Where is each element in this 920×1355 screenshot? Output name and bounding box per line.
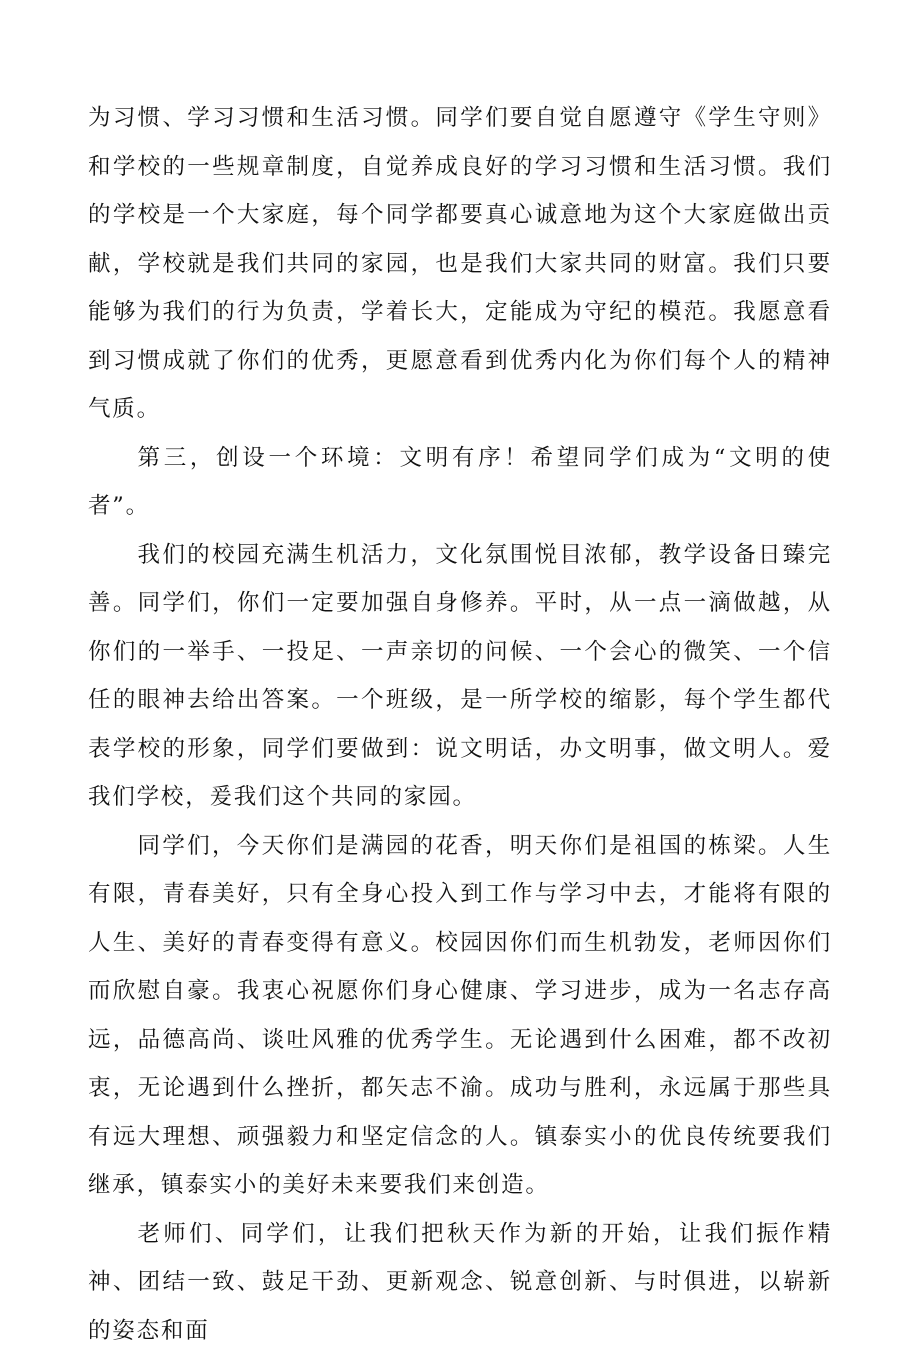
- paragraph-3: 我们的校园充满生机活力，文化氛围悦目浓郁，教学设备日臻完善。同学们，你们一定要加强自身修养。平时，从一点一滴做越，从你们的一举手、一投足、一声亲切的问候、一个会心的微笑、一个信任的眼神去给出答案。一个班级，是一所学校的缩影，每个学生都代表学校的形象，同学们要做到：说文明话，办文明事，做文明人。爱我们学校，爰我们这个共同的家园。: [88, 531, 832, 822]
- paragraph-4: 同学们，今天你们是满园的花香，明天你们是祖国的栋梁。人生有限，青春美好，只有全身心投入到工作与学习中去，才能将有限的人生、美好的青春变得有意义。校园因你们而生机勃发，老师因你们而欣慰自豪。我衷心祝愿你们身心健康、学习进步，成为一名志存高远，品德高尚、谈吐风雅的优秀学生。无论遇到什么困难，都不改初衷，无论遇到什么挫折，都矢志不渝。成功与胜利，永远属于那些具有远大理想、顽强毅力和坚定信念的人。镇泰实小的优良传统要我们继承，镇泰实小的美好未来要我们来创造。: [88, 822, 832, 1210]
- paragraph-1: 为习惯、学习习惯和生活习惯。同学们要自觉自愿遵守《学生守则》和学校的一些规章制度，自觉养成良好的学习习惯和生活习惯。我们的学校是一个大家庭，每个同学都要真心诚意地为这个大家庭做出贡献，学校就是我们共同的家园，也是我们大家共同的财富。我们只要能够为我们的行为负责，学着长大，定能成为守纪的模范。我愿意看到习惯成就了你们的优秀，更愿意看到优秀内化为你们每个人的精神气质。: [88, 94, 832, 434]
- paragraph-5: 老师们、同学们，让我们把秋天作为新的开始，让我们振作精神、团结一致、鼓足干劲、更新观念、锐意创新、与时俱进，以崭新的姿态和面: [88, 1210, 832, 1355]
- paragraph-2: 第三，创设一个环境：文明有序！希望同学们成为“文明的使者”。: [88, 434, 832, 531]
- document-body: [88, 94, 832, 1355]
